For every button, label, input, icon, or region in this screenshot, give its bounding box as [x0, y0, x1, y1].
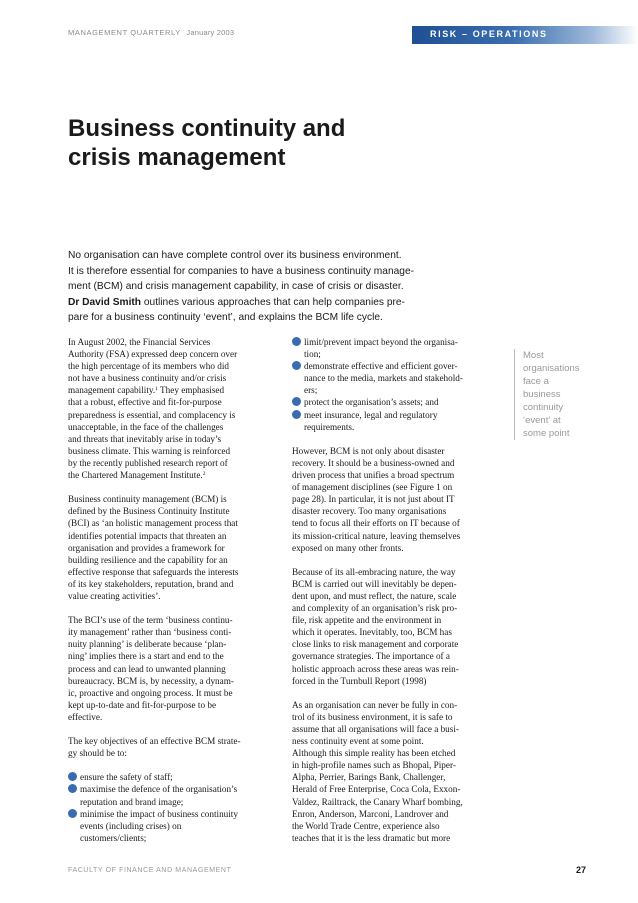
- body-line: assume that all organisations will face a busi-: [292, 724, 459, 734]
- bullet-continuation: reputation and brand image;: [80, 796, 184, 807]
- body-line: process and can lead to unwanted planning: [68, 663, 226, 674]
- body-line: BCM is carried out will inevitably be depen-: [292, 578, 457, 589]
- body-line: exposed on many other fronts.: [292, 542, 404, 553]
- body-column-left: [68, 336, 288, 844]
- author-name: Dr David Smith: [68, 296, 142, 308]
- body-line: organisation and provides a framework for: [68, 542, 225, 553]
- standfirst-text: outlines various approaches that can help companies pre-: [141, 296, 405, 308]
- body-text: They emphasised: [157, 385, 225, 396]
- body-line: trol of its business environment, it is safe to: [292, 711, 453, 722]
- bullet-text: maximise the defence of the organisation’s: [80, 784, 238, 795]
- body-line: Enron, Anderson, Marconi, Landrover and: [292, 808, 449, 819]
- bullet-continuation: nance to the media, markets and stakehold-: [304, 373, 463, 384]
- body-line: tend to focus all their efforts on IT because of: [292, 518, 460, 529]
- bullet-icon: [68, 772, 77, 781]
- body-line: Valdez, Railtrack, the Canary Wharf bombing,: [292, 796, 463, 807]
- body-line: value creating activities’.: [68, 590, 161, 601]
- pull-quote: [514, 349, 603, 440]
- bullet-item: [68, 808, 288, 820]
- bullet-continuation: requirements.: [304, 421, 355, 432]
- bullet-icon: [292, 397, 301, 406]
- bullet-text: minimise the impact of business continuity: [80, 808, 238, 819]
- body-line: (BCI) as ‘an holistic management process that: [68, 518, 238, 529]
- body-line: Alpha, Perrier, Barings Bank, Challenger,: [292, 772, 446, 783]
- standfirst-line: pare for a business continuity ‘event’, and explains the BCM life cycle.: [68, 312, 383, 323]
- bullet-continuation: tion;: [304, 349, 321, 360]
- bullet-text: protect the organisation’s assets; and: [304, 397, 439, 408]
- journal-name: MANAGEMENT QUARTERLY: [68, 28, 181, 37]
- paragraph-gap: [68, 481, 288, 493]
- issue-date: January 2003: [186, 28, 235, 37]
- bullet-icon: [292, 410, 301, 419]
- standfirst-line: It is therefore essential for companies to have a business continuity manage-: [68, 265, 414, 277]
- footnote-ref: 1: [155, 386, 158, 393]
- bullet-continuation: customers/clients;: [80, 832, 147, 843]
- paragraph-gap: [68, 602, 288, 614]
- body-line: not have a business continuity and/or crisis: [68, 373, 227, 384]
- bullet-icon: [292, 337, 301, 346]
- body-line: bureaucracy. BCM is, by necessity, a dynam-: [68, 675, 234, 686]
- body-line: nuity planning’ is deliberate because ‘plan-: [68, 639, 227, 650]
- body-line: ning’ implies there is a start and end to the: [68, 651, 224, 662]
- body-line: file, risk appetite and the environment in: [292, 615, 442, 626]
- body-line: However, BCM is not only about disaster: [292, 445, 445, 456]
- body-line: that a robust, effective and fit-for-purpose: [68, 397, 222, 408]
- footer-faculty: FACULTY OF FINANCE AND MANAGEMENT: [68, 867, 232, 874]
- body-line: business climate. This warning is reinforced: [68, 445, 231, 456]
- body-line: by the recently published research report of: [68, 457, 228, 468]
- body-line: The key objectives of an effective BCM strate-: [68, 736, 241, 747]
- bullet-text: meet insurance, legal and regulatory: [304, 409, 438, 420]
- body-line: identifies potential impacts that threaten an: [68, 530, 227, 541]
- running-header: [68, 28, 234, 37]
- body-line: page 28). In particular, it is not just about IT: [292, 494, 455, 505]
- pull-quote-line: face a: [523, 376, 549, 387]
- body-line: Authority (FSA) expressed deep concern over: [68, 349, 238, 360]
- body-column-right: [292, 336, 506, 844]
- body-line: holistic approach across these areas was rein-: [292, 663, 459, 674]
- body-line: and threats that inevitably arise in today’s: [68, 433, 222, 444]
- body-line: its mission-critical nature, leaving themselves: [292, 530, 461, 541]
- pull-quote-line: ‘event’ at: [523, 415, 561, 426]
- body-text: the Chartered Management Institute.: [68, 470, 203, 481]
- body-line: Herald of Free Enterprise, Coca Cola, Exxon-: [292, 784, 461, 795]
- body-line: and complexity of an organisation’s risk pro-: [292, 603, 458, 614]
- bullet-item: [292, 396, 506, 408]
- bullet-text: demonstrate effective and efficient gover-: [304, 361, 458, 372]
- bullet-item: [292, 409, 506, 421]
- bullet-icon: [68, 784, 77, 793]
- body-line: [68, 384, 288, 396]
- body-line: teaches that it is the less dramatic but more: [292, 832, 451, 843]
- body-line: governance strategies. The importance of a: [292, 651, 450, 662]
- page-number: 27: [575, 865, 586, 875]
- body-line: The BCI’s use of the term ‘business continu-: [68, 615, 233, 626]
- body-line: ness continuity event at some point.: [292, 736, 424, 747]
- bullet-item: [292, 360, 506, 372]
- body-line: close links to risk management and corporate: [292, 639, 459, 650]
- body-line: ity management’ rather than ‘business conti-: [68, 627, 232, 638]
- body-text: management capability.: [68, 385, 156, 396]
- paragraph-gap: [68, 759, 288, 771]
- bullet-item: [292, 336, 506, 348]
- section-band: [412, 26, 638, 44]
- standfirst-line: No organisation can have complete control over its business environment.: [68, 250, 402, 261]
- standfirst-line: [68, 295, 448, 311]
- pull-quote-line: organisations: [523, 363, 580, 374]
- paragraph-gap: [292, 433, 506, 445]
- body-line: Because of its all-embracing nature, the way: [292, 566, 456, 577]
- bullet-item: [68, 771, 288, 783]
- body-line: of management disciplines (see Figure 1 on: [292, 482, 453, 493]
- body-line: which it operates. Inevitably, too, BCM has: [292, 627, 452, 638]
- bullet-continuation: ers;: [304, 385, 318, 396]
- body-line: ic, proactive and ongoing process. It must be: [68, 687, 233, 698]
- paragraph-gap: [68, 723, 288, 735]
- body-line: Although this simple reality has been etched: [292, 748, 456, 759]
- section-label: RISK – OPERATIONS: [430, 29, 548, 39]
- paragraph-gap: [292, 687, 506, 699]
- bullet-icon: [292, 361, 301, 370]
- paragraph-gap: [292, 554, 506, 566]
- pull-quote-line: Most: [523, 350, 544, 361]
- bullet-text: limit/prevent impact beyond the organisa-: [304, 337, 458, 347]
- body-line: unacceptable, in the face of the challenges: [68, 421, 224, 432]
- body-line: the World Trade Centre, experience also: [292, 820, 440, 831]
- body-line: preparedness is essential, and complacency is: [68, 409, 236, 420]
- body-line: forced in the Turnbull Report (1998): [292, 675, 427, 686]
- body-line: in high-profile names such as Bhopal, Piper-: [292, 760, 456, 771]
- body-line: building resilience and the capability for an: [68, 554, 228, 565]
- body-line: kept up-to-date and fit-for-purpose to be: [68, 699, 217, 710]
- body-line: gy should be to:: [68, 748, 127, 759]
- body-line: As an organisation can never be fully in con-: [292, 699, 458, 710]
- title-line: crisis management: [68, 144, 286, 171]
- bullet-item: [68, 783, 288, 795]
- pull-quote-line: continuity: [523, 402, 564, 413]
- body-line: effective response that safeguards the interests: [68, 566, 239, 577]
- footnote-ref: 2: [202, 471, 206, 478]
- body-line: defined by the Business Continuity Institute: [68, 506, 230, 517]
- bullet-icon: [68, 809, 77, 818]
- article-standfirst: [68, 248, 448, 326]
- bullet-text: ensure the safety of staff;: [80, 772, 173, 783]
- body-line: effective.: [68, 711, 103, 722]
- pull-quote-line: some point: [523, 428, 570, 439]
- body-line: In August 2002, the Financial Services: [68, 337, 211, 347]
- body-line: of its key stakeholders, reputation, brand and: [68, 578, 234, 589]
- standfirst-line: ment (BCM) and crisis management capability, in case of crisis or disaster.: [68, 281, 404, 292]
- body-line: disaster recovery. Too many organisations: [292, 506, 447, 517]
- pull-quote-line: business: [523, 389, 561, 400]
- body-line: [68, 469, 288, 481]
- body-line: dent upon, and must reflect, the nature, scale: [292, 590, 457, 601]
- body-line: driven process that unifies a broad spectrum: [292, 470, 455, 481]
- body-line: Business continuity management (BCM) is: [68, 494, 227, 505]
- article-title: [68, 114, 488, 172]
- title-line: Business continuity and: [68, 115, 346, 142]
- bullet-continuation: events (including crises) on: [80, 820, 182, 831]
- body-line: recovery. It should be a business-owned and: [292, 457, 455, 468]
- body-line: the high percentage of its members who did: [68, 361, 229, 372]
